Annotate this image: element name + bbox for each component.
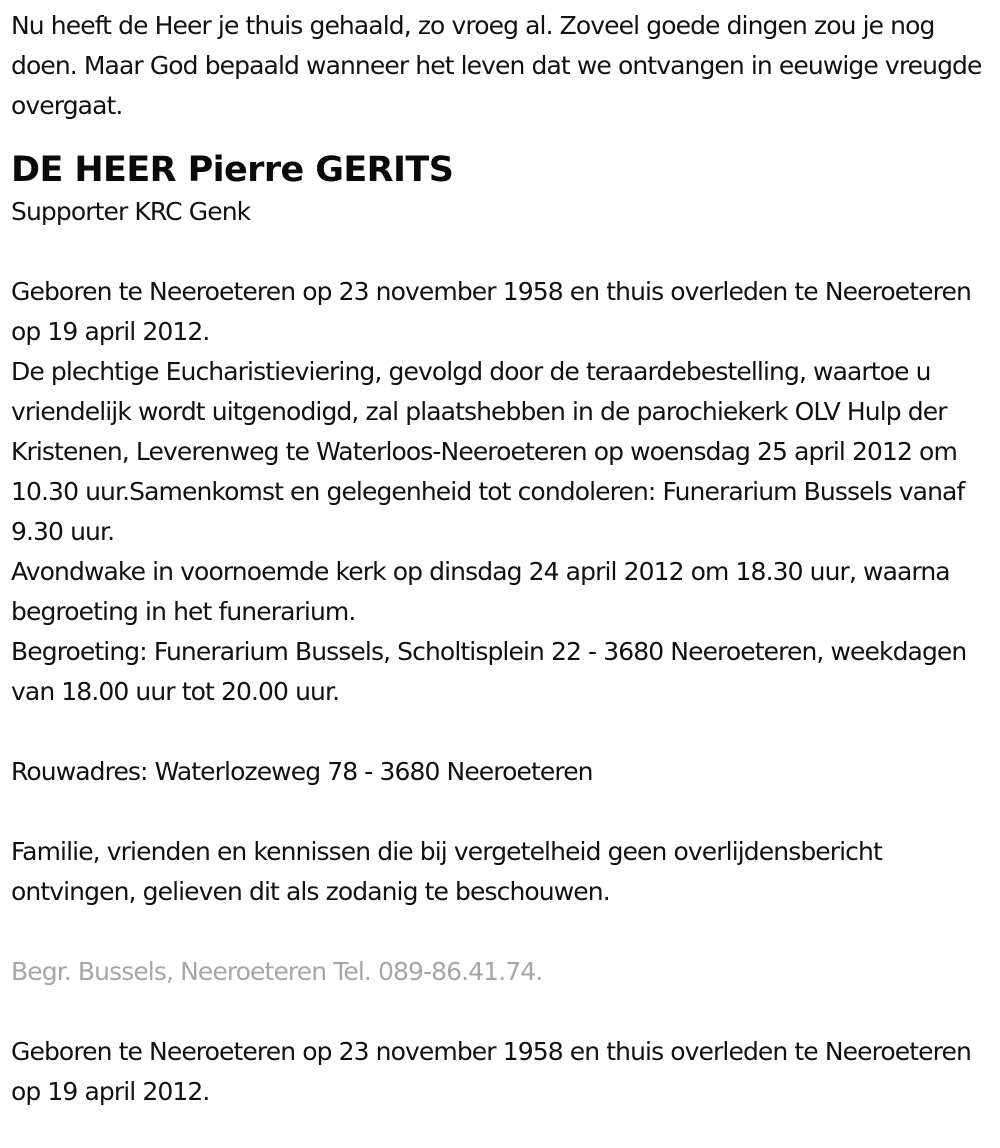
mourning-address: Rouwadres: Waterlozeweg 78 - 3680 Neeroeteren [11,757,593,786]
funeral-home-credit: Begr. Bussels, Neeroeteren Tel. 089-86.41.74. [11,957,543,986]
spacer [11,712,989,752]
greeting-info: Begroeting: Funerarium Bussels, Scholtisplein 22 - 3680 Neeroeteren, weekdagen van 18.00 uur tot 20.00 uur. [11,637,967,706]
deceased-name: DE HEER Pierre GERITS [11,150,454,190]
family-notice: Familie, vrienden en kennissen die bij vergetelheid geen overlijdensbericht ontvingen, gelieven dit als zodanig te beschouwen. [11,837,882,906]
intro-verse: Nu heeft de Heer je thuis gehaald, zo vroeg al. Zoveel goede dingen zou je nog doen. Maar God bepaald wanneer het leven dat we ontvangen in eeuwige vreugde overgaat. [11,11,982,120]
repeat-birth-death-info: Geboren te Neeroeteren op 23 november 1958 en thuis overleden te Neeroeteren op 19 april 2012. [11,1037,971,1106]
spacer [11,992,989,1032]
deceased-subtitle: Supporter KRC Genk [11,197,251,226]
wake-info: Avondwake in voornoemde kerk op dinsdag 24 april 2012 om 18.30 uur, waarna begroeting in het funerarium. [11,557,950,626]
ceremony-info: De plechtige Eucharistieviering, gevolgd door de teraardebestelling, waartoe u vriendelijk wordt uitgenodigd, zal plaatshebben in de parochiekerk OLV Hulp der Kristenen, Leverenweg te Waterloos-Neeroeteren op woensdag 25 april 2012 om 10.30 uur.Samenkomst en gelegenheid tot condoleren: Funerarium Bussels vanaf 9.30 uur. [11,357,965,546]
spacer [11,792,989,832]
obituary-details [11,272,989,712]
spacer [11,912,989,952]
birth-death-info: Geboren te Neeroeteren op 23 november 1958 en thuis overleden te Neeroeteren op 19 april 2012. [11,277,971,346]
